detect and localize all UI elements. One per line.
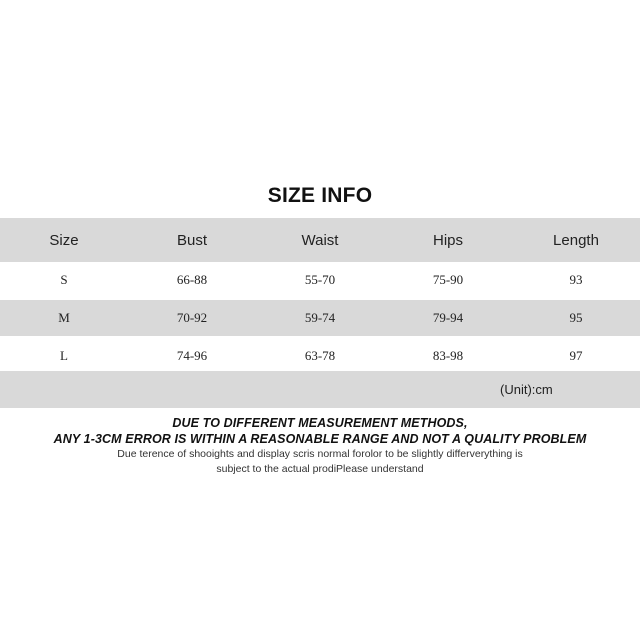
unit-note: (Unit):cm <box>500 382 553 397</box>
cell-bust: 66-88 <box>176 272 208 287</box>
cell-waist: 59-74 <box>304 310 336 325</box>
notice-detail-line-1: Due terence of shooights and display scris normal forolor to be slightly differverything is <box>117 448 523 460</box>
size-chart-table <box>0 218 640 374</box>
measurement-notice <box>0 415 640 477</box>
column-header-bust: Bust <box>176 231 207 249</box>
unit-bar <box>0 371 640 408</box>
cell-size: L <box>60 348 68 363</box>
table-row <box>0 338 640 374</box>
column-header-size: Size <box>49 231 79 249</box>
cell-length: 95 <box>569 310 583 325</box>
table-row <box>0 300 640 336</box>
cell-length: 93 <box>569 272 583 287</box>
cell-size: S <box>60 272 68 287</box>
page-title: SIZE INFO <box>267 184 373 207</box>
column-header-waist: Waist <box>301 231 339 249</box>
column-header-hips: Hips <box>432 231 463 249</box>
notice-detail-line-2: subject to the actual prodiPlease understand <box>216 463 424 475</box>
cell-waist: 63-78 <box>304 348 336 363</box>
table-row <box>0 262 640 298</box>
cell-waist: 55-70 <box>304 272 336 287</box>
table-header-row <box>0 218 640 262</box>
cell-size: M <box>58 310 70 325</box>
cell-hips: 83-98 <box>432 348 464 363</box>
cell-hips: 79-94 <box>432 310 464 325</box>
column-header-length: Length <box>553 231 599 249</box>
cell-hips: 75-90 <box>432 272 464 287</box>
cell-length: 97 <box>569 348 583 363</box>
cell-bust: 70-92 <box>176 310 208 325</box>
notice-heading-line-2: ANY 1-3CM ERROR IS WITHIN A REASONABLE RANGE AND NOT A QUALITY PROBLEM <box>53 432 587 446</box>
cell-bust: 74-96 <box>176 348 208 363</box>
notice-heading-line-1: DUE TO DIFFERENT MEASUREMENT METHODS, <box>172 416 468 430</box>
